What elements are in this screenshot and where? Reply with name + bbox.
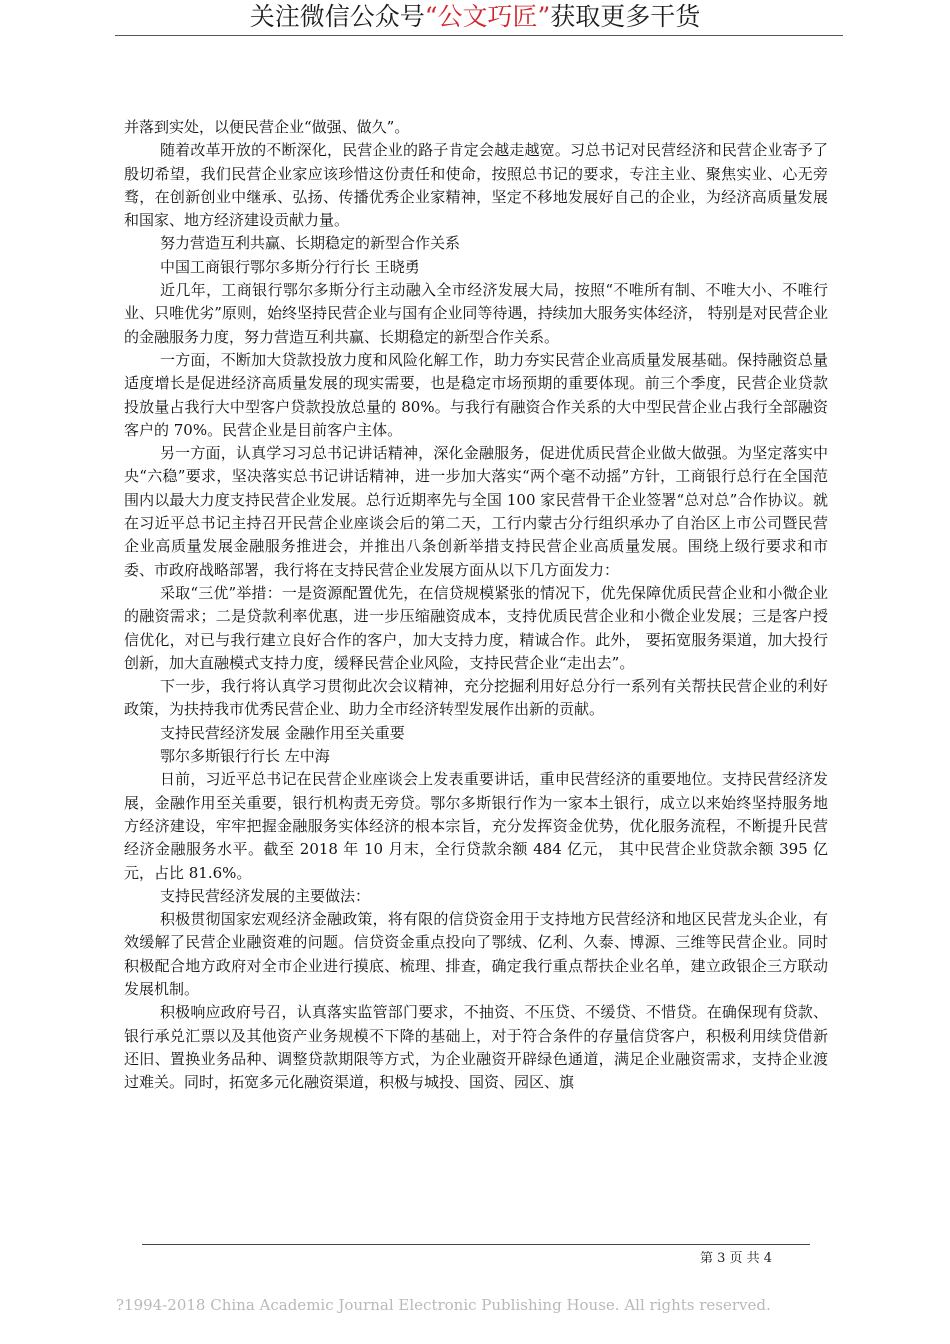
document-body <box>124 116 828 1094</box>
paragraph: 随着改革开放的不断深化，民营企业的路子肯定会越走越宽。习总书记对民营经济和民营企业寄予了殷切希望，我们民营企业家应该珍惜这份责任和使命，按照总书记的要求，专注主业、聚焦实业、心无旁骛，在创新创业中继承、弘扬、传播优秀企业家精神，坚定不移地发展好自己的企业，为经济高质量发展和国家、地方经济建设贡献力量。 <box>124 141 828 230</box>
page-number: 第 3 页 共 4 <box>700 1251 773 1266</box>
paragraph: 支持民营经济发展的主要做法： <box>160 886 371 905</box>
paragraph: 支持民营经济发展 金融作用至关重要 <box>160 723 405 742</box>
footer-divider <box>142 1244 810 1245</box>
header-suffix: 获取更多干货 <box>550 2 701 31</box>
paragraph: 中国工商银行鄂尔多斯分行行长 王晓勇 <box>160 257 420 276</box>
header-highlight: “公文巧匠” <box>424 2 551 31</box>
header-divider <box>115 35 843 36</box>
paragraph: 采取“三优”举措：一是资源配置优先，在信贷规模紧张的情况下，优先保障优质民营企业和小微企业的融资需求；二是贷款利率优惠，进一步压缩融资成本，支持优质民营企业和小微企业发展；三是客户授信优化，对已与我行建立良好合作的客户，加大支持力度，精诚合作。此外， 要拓宽服务渠道，加大投行创新，加大直融模式支持力度，缓释民营企业风险，支持民营企业“走出去”。 <box>124 583 828 672</box>
paragraph: 努力营造互利共赢、长期稳定的新型合作关系 <box>160 234 461 253</box>
paragraph: 近几年，工商银行鄂尔多斯分行主动融入全市经济发展大局，按照“不唯所有制、不唯大小、不唯行业、只唯优劣”原则，始终坚持民营企业与国有企业同等待遇，持续加大服务实体经济， 特别是对民营企业的金融服务力度，努力营造互利共赢、长期稳定的新型合作关系。 <box>124 281 828 346</box>
paragraph: 积极响应政府号召，认真落实监管部门要求，不抽资、不压贷、不缓贷、不惜贷。在确保现有贷款、银行承兑汇票以及其他资产业务规模不下降的基础上，对于符合条件的存量信贷客户，积极利用续贷借新还旧、置换业务品种、调整贷款期限等方式，为企业融资开辟绿色通道，满足企业融资需求，支持企业渡过难关。同时，拓宽多元化融资渠道，积极与城投、国资、园区、旗 <box>124 1003 828 1092</box>
paragraph: 鄂尔多斯银行行长 左中海 <box>160 747 330 766</box>
paragraph: 下一步，我行将认真学习贯彻此次会议精神，充分挖掘利用好总分行一系列有关帮扶民营企业的利好政策，为扶持我市优秀民营企业、助力全市经济转型发展作出新的贡献。 <box>124 677 828 719</box>
copyright-watermark: ?1994-2018 China Academic Journal Electronic Publishing House. All rights reserved. <box>116 1296 771 1314</box>
paragraph: 一方面，不断加大贷款投放力度和风险化解工作，助力夯实民营企业高质量发展基础。保持融资总量适度增长是促进经济高质量发展的现实需要，也是稳定市场预期的重要体现。前三个季度，民营企业贷款投放量占我行大中型客户贷款投放总量的 80%。与我行有融资合作关系的大中型民营企业占我行全部融资客户的 70%。民营企业是目前客户主体。 <box>124 350 828 439</box>
header-prefix: 关注微信公众号 <box>249 2 425 31</box>
paragraph: 积极贯彻国家宏观经济金融政策，将有限的信贷资金用于支持地方民营经济和地区民营龙头企业，有效缓解了民营企业融资难的问题。信贷资金重点投向了鄂绒、亿利、久泰、博源、三维等民营企业。同时积极配合地方政府对全市企业进行摸底、梳理、排查，确定我行重点帮扶企业名单，建立政银企三方联动发展机制。 <box>124 910 828 998</box>
paragraph: 日前，习近平总书记在民营企业座谈会上发表重要讲话，重申民营经济的重要地位。支持民营经济发展，金融作用至关重要，银行机构责无旁贷。鄂尔多斯银行作为一家本土银行，成立以来始终坚持服务地方经济建设，牢牢把握金融服务实体经济的根本宗旨，充分发挥资金优势，优化服务流程，不断提升民营经济金融服务水平。截至 2018 年 10 月末，全行贷款余额 484 亿元， 其中民营企业贷款余额 395 亿元，占比 81.6%。 <box>124 770 828 882</box>
promo-header <box>0 2 950 32</box>
paragraph: 另一方面，认真学习习总书记讲话精神，深化金融服务，促进优质民营企业做大做强。为坚定落实中央“六稳”要求，坚决落实总书记讲话精神，进一步加大落实“两个毫不动摇”方针，工商银行总行在全国范围内以最大力度支持民营企业发展。总行近期率先与全国 100 家民营骨干企业签署“总对总”合作协议。就在习近平总书记主持召开民营企业座谈会后的第二天，工行内蒙古分行组织承办了自治区上市公司暨民营企业高质量发展金融服务推进会，并推出八条创新举措支持民营企业高质量发展。围绕上级行要求和市委、市政府战略部署，我行将在支持民营企业发展方面从以下几方面发力： <box>124 444 828 579</box>
paragraph: 并落到实处，以便民营企业“做强、做久”。 <box>124 118 410 136</box>
